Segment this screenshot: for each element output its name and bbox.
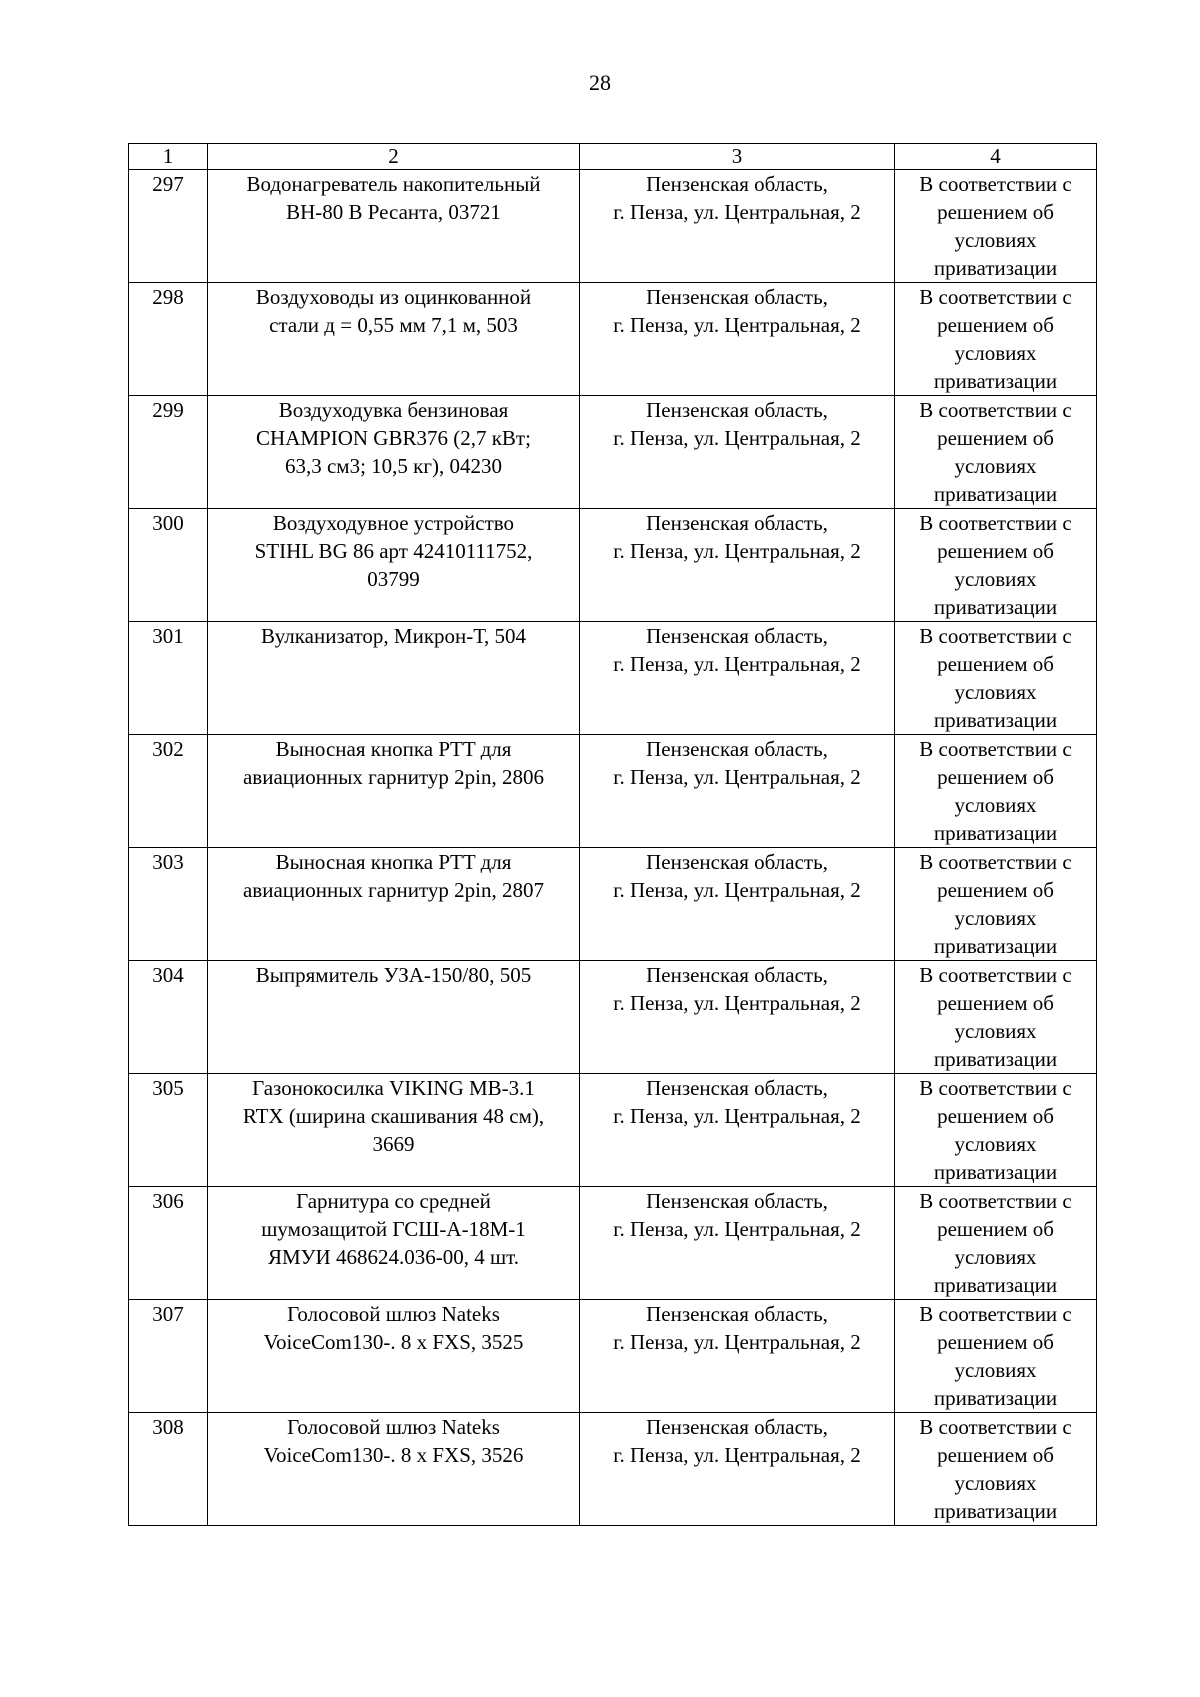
condition-cell (895, 622, 1097, 735)
condition-line: приватизации (933, 595, 1058, 619)
condition-line: условиях (954, 793, 1037, 817)
address-line: г. Пенза, ул. Центральная, 2 (613, 765, 861, 789)
item-name-cell (208, 1187, 580, 1300)
item-name-line: Гарнитура со средней (296, 1189, 491, 1213)
condition-line: приватизации (933, 934, 1058, 958)
item-name-line: Воздуходувное устройство (272, 511, 515, 535)
condition-line: решением об (937, 200, 1054, 224)
item-name-cell (208, 283, 580, 396)
address-line: г. Пенза, ул. Центральная, 2 (613, 1443, 861, 1467)
item-name-line: VoiceCom130-. 8 x FXS, 3526 (263, 1443, 524, 1467)
condition-cell (895, 848, 1097, 961)
table-header (129, 144, 1097, 170)
condition-cell (895, 283, 1097, 396)
condition-line: решением об (937, 1104, 1054, 1128)
item-name-line: авиационных гарнитур 2pin, 2807 (242, 878, 544, 902)
address-line: г. Пенза, ул. Центральная, 2 (613, 991, 861, 1015)
condition-line: решением об (937, 426, 1054, 450)
address-cell (580, 961, 895, 1074)
condition-cell (895, 1074, 1097, 1187)
address-line: Пензенская область, (646, 1415, 828, 1439)
condition-line: решением об (937, 878, 1054, 902)
address-cell (580, 848, 895, 961)
item-name-line: 63,3 см3; 10,5 кг), 04230 (284, 454, 502, 478)
condition-line: приватизации (933, 821, 1058, 845)
page-number: 28 (589, 70, 611, 95)
address-line: Пензенская область, (646, 172, 828, 196)
table-body (129, 170, 1097, 1526)
condition-line: В соответствии с (919, 172, 1072, 196)
address-line: г. Пенза, ул. Центральная, 2 (613, 539, 861, 563)
row-number-cell: 308 (129, 1413, 208, 1526)
item-name-cell (208, 1300, 580, 1413)
condition-line: условиях (954, 1471, 1037, 1495)
address-cell (580, 735, 895, 848)
address-line: Пензенская область, (646, 1302, 828, 1326)
item-name-line: 03799 (367, 567, 420, 591)
table-row (129, 848, 1097, 961)
condition-cell (895, 509, 1097, 622)
table-row (129, 735, 1097, 848)
item-name-cell (208, 170, 580, 283)
item-name-line: Газонокосилка VIKING MB-3.1 (252, 1076, 535, 1100)
header-col-4: 4 (895, 144, 1097, 170)
condition-line: приватизации (933, 1047, 1058, 1071)
condition-line: В соответствии с (919, 850, 1072, 874)
condition-cell (895, 735, 1097, 848)
condition-line: В соответствии с (919, 624, 1072, 648)
condition-line: приватизации (933, 1499, 1058, 1523)
condition-line: приватизации (933, 1386, 1058, 1410)
condition-line: условиях (954, 680, 1037, 704)
item-name-line: авиационных гарнитур 2pin, 2806 (242, 765, 544, 789)
address-line: г. Пенза, ул. Центральная, 2 (613, 1104, 861, 1128)
row-number-cell: 299 (129, 396, 208, 509)
condition-line: В соответствии с (919, 398, 1072, 422)
item-name-cell (208, 848, 580, 961)
condition-line: решением об (937, 991, 1054, 1015)
condition-cell (895, 396, 1097, 509)
condition-line: решением об (937, 539, 1054, 563)
item-name-line: Голосовой шлюз Nateks (287, 1302, 500, 1326)
condition-line: приватизации (933, 1160, 1058, 1184)
address-line: г. Пенза, ул. Центральная, 2 (613, 313, 861, 337)
item-name-cell (208, 1413, 580, 1526)
table-row (129, 396, 1097, 509)
item-name-line: ВН-80 В Ресанта, 03721 (286, 200, 501, 224)
condition-line: приватизации (933, 256, 1058, 280)
condition-cell (895, 1187, 1097, 1300)
condition-line: условиях (954, 454, 1037, 478)
table-row (129, 509, 1097, 622)
row-number-cell: 297 (129, 170, 208, 283)
row-number-cell: 301 (129, 622, 208, 735)
condition-line: В соответствии с (919, 1415, 1072, 1439)
address-cell (580, 1300, 895, 1413)
address-line: г. Пенза, ул. Центральная, 2 (613, 1217, 861, 1241)
address-cell (580, 1187, 895, 1300)
condition-cell (895, 1413, 1097, 1526)
address-line: г. Пенза, ул. Центральная, 2 (613, 1330, 861, 1354)
item-name-line: Выносная кнопка PTT для (275, 737, 512, 761)
condition-line: решением об (937, 765, 1054, 789)
condition-line: решением об (937, 652, 1054, 676)
condition-line: приватизации (933, 369, 1058, 393)
address-line: Пензенская область, (646, 1189, 828, 1213)
item-name-line: Вулканизатор, Микрон-Т, 504 (260, 624, 526, 648)
condition-line: приватизации (933, 1273, 1058, 1297)
condition-line: условиях (954, 567, 1037, 591)
row-number-cell: 306 (129, 1187, 208, 1300)
header-col-2: 2 (208, 144, 580, 170)
table-row (129, 170, 1097, 283)
condition-line: В соответствии с (919, 963, 1072, 987)
row-number-cell: 305 (129, 1074, 208, 1187)
condition-line: решением об (937, 313, 1054, 337)
condition-line: условиях (954, 1358, 1037, 1382)
address-cell (580, 283, 895, 396)
row-number-cell: 303 (129, 848, 208, 961)
condition-line: В соответствии с (919, 1189, 1072, 1213)
condition-line: приватизации (933, 708, 1058, 732)
address-cell (580, 622, 895, 735)
address-line: Пензенская область, (646, 737, 828, 761)
condition-line: В соответствии с (919, 511, 1072, 535)
address-line: Пензенская область, (646, 1076, 828, 1100)
property-table (128, 143, 1097, 1526)
table-row (129, 283, 1097, 396)
item-name-line: стали д = 0,55 мм 7,1 м, 503 (269, 313, 518, 337)
address-line: Пензенская область, (646, 511, 828, 535)
item-name-line: 3669 (372, 1132, 415, 1156)
item-name-line: Голосовой шлюз Nateks (287, 1415, 500, 1439)
item-name-line: Воздуховоды из оцинкованной (255, 285, 532, 309)
row-number-cell: 304 (129, 961, 208, 1074)
item-name-cell (208, 961, 580, 1074)
row-number-cell: 302 (129, 735, 208, 848)
address-cell (580, 170, 895, 283)
row-number-cell: 307 (129, 1300, 208, 1413)
address-line: г. Пенза, ул. Центральная, 2 (613, 426, 861, 450)
condition-line: условиях (954, 341, 1037, 365)
item-name-line: CHAMPION GBR376 (2,7 кВт; (256, 426, 531, 450)
item-name-cell (208, 396, 580, 509)
condition-line: условиях (954, 228, 1037, 252)
address-line: г. Пенза, ул. Центральная, 2 (613, 652, 861, 676)
item-name-line: шумозащитой ГСШ-А-18М-1 (261, 1217, 526, 1241)
item-name-line: RTX (ширина скашивания 48 см), (242, 1104, 545, 1128)
address-cell (580, 509, 895, 622)
item-name-cell (208, 622, 580, 735)
condition-cell (895, 1300, 1097, 1413)
condition-line: решением об (937, 1443, 1054, 1467)
table-row (129, 1413, 1097, 1526)
item-name-cell (208, 509, 580, 622)
condition-line: решением об (937, 1217, 1054, 1241)
condition-line: условиях (954, 1245, 1037, 1269)
item-name-line: VoiceCom130-. 8 x FXS, 3525 (263, 1330, 524, 1354)
item-name-line: Выпрямитель УЗА-150/80, 505 (255, 963, 532, 987)
condition-line: В соответствии с (919, 1076, 1072, 1100)
address-cell (580, 1413, 895, 1526)
header-col-3: 3 (580, 144, 895, 170)
address-line: Пензенская область, (646, 285, 828, 309)
address-line: г. Пенза, ул. Центральная, 2 (613, 200, 861, 224)
condition-cell (895, 170, 1097, 283)
table-row (129, 961, 1097, 1074)
address-line: Пензенская область, (646, 963, 828, 987)
condition-line: приватизации (933, 482, 1058, 506)
item-name-line: STIHL BG 86 арт 42410111752, (254, 539, 533, 563)
item-name-line: Водонагреватель накопительный (246, 172, 541, 196)
condition-line: В соответствии с (919, 1302, 1072, 1326)
table-row (129, 622, 1097, 735)
condition-line: решением об (937, 1330, 1054, 1354)
item-name-line: Выносная кнопка PTT для (275, 850, 512, 874)
condition-cell (895, 961, 1097, 1074)
condition-line: условиях (954, 1132, 1037, 1156)
row-number-cell: 298 (129, 283, 208, 396)
address-line: Пензенская область, (646, 624, 828, 648)
header-row (129, 144, 1097, 170)
header-col-1: 1 (129, 144, 208, 170)
address-line: г. Пенза, ул. Центральная, 2 (613, 878, 861, 902)
address-cell (580, 396, 895, 509)
condition-line: условиях (954, 1019, 1037, 1043)
condition-line: В соответствии с (919, 737, 1072, 761)
condition-line: условиях (954, 906, 1037, 930)
address-line: Пензенская область, (646, 850, 828, 874)
table-row (129, 1074, 1097, 1187)
item-name-cell (208, 735, 580, 848)
item-name-line: ЯМУИ 468624.036-00, 4 шт. (268, 1245, 519, 1269)
item-name-line: Воздуходувка бензиновая (278, 398, 509, 422)
condition-line: В соответствии с (919, 285, 1072, 309)
row-number-cell: 300 (129, 509, 208, 622)
address-cell (580, 1074, 895, 1187)
item-name-cell (208, 1074, 580, 1187)
table-row (129, 1300, 1097, 1413)
table-row (129, 1187, 1097, 1300)
address-line: Пензенская область, (646, 398, 828, 422)
